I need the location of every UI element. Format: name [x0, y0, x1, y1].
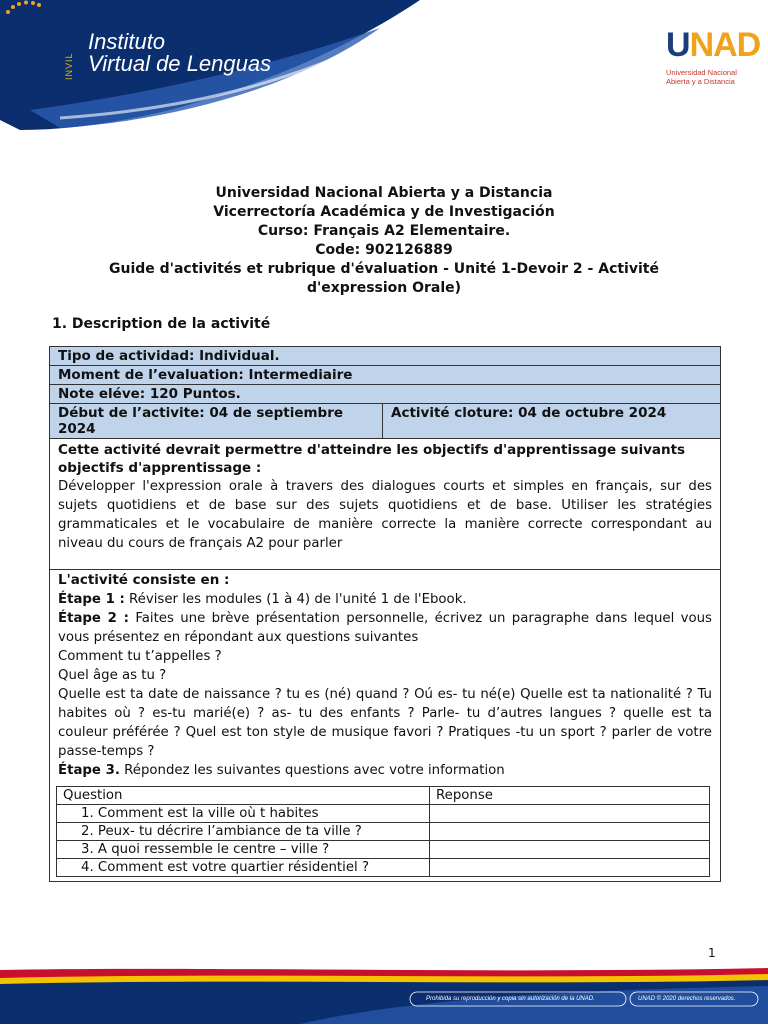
activity-type-row: Tipo de actividad: Individual.: [50, 347, 720, 366]
title-line-6: d'expression Orale): [306, 280, 462, 296]
unad-subtitle-line1: Universidad Nacional: [666, 68, 737, 77]
title-line-2: Vicerrectoría Académica y de Investigación: [213, 204, 555, 220]
page-number: 1: [708, 946, 716, 960]
dates-row: [50, 404, 720, 439]
document-title: [60, 184, 708, 298]
questions-table-header: [57, 787, 710, 805]
table-row: [57, 823, 710, 841]
question-cell: 3. A quoi ressemble le centre – ville ?: [57, 841, 430, 859]
question-cell: 1. Comment est la ville où t habites: [57, 805, 430, 823]
institute-name-line1: Instituto: [88, 29, 166, 54]
unad-wordmark: UNAD: [666, 26, 761, 64]
start-date-line1: Début de l’activite: 04 de septiembre: [58, 405, 344, 421]
answer-cell[interactable]: [430, 859, 710, 877]
question-line-2: Quel âge as tu ?: [58, 668, 167, 683]
step-1: Étape 1 : Réviser les modules (1 à 4) de l'unité 1 de l'Ebook.: [58, 592, 467, 607]
table-row: [57, 859, 710, 877]
objectives-row: [50, 439, 720, 570]
column-header-question: Question: [57, 787, 430, 805]
title-line-5: Guide d'activités et rubrique d'évaluation - Unité 1-Devoir 2 - Activité: [109, 261, 659, 277]
start-date-cell: [50, 404, 383, 438]
question-cell: 4. Comment est votre quartier résidentiel ?: [57, 859, 430, 877]
activity-row: [50, 570, 720, 780]
unad-logo-icon: [0, 0, 90, 70]
reproduction-notice: Prohibida su reproducción y copia sin autorización de la UNAD.: [426, 996, 595, 1002]
title-line-1: Universidad Nacional Abierta y a Distancia: [215, 185, 553, 201]
question-line-1: Comment tu t’appelles ?: [58, 649, 222, 664]
grade-row: Note eléve: 120 Puntos.: [50, 385, 720, 404]
table-row: [57, 841, 710, 859]
step-3: Étape 3. Répondez les suivantes questions avec votre information: [58, 763, 505, 778]
institute-name-line2: Virtual de Lenguas: [88, 51, 272, 76]
answer-cell[interactable]: [430, 823, 710, 841]
end-date-cell: Activité cloture: 04 de octubre 2024: [391, 405, 667, 421]
footer-banner: [0, 966, 768, 1024]
section-heading: 1. Description de la activité: [52, 316, 271, 332]
evaluation-moment-row: Moment de l’evaluation: Intermediaire: [50, 366, 720, 385]
objectives-text: Développer l'expression orale à travers des dialogues courts et simples en français, sur des sujets quotidiens et de base sur des sujets quotidiens et de base. Utiliser les stratégies grammaticales et le vocabulaire de manière correcte la manière correcte correspondant au niveau du cours de français A2 pour parler: [58, 479, 712, 551]
table-row: [57, 805, 710, 823]
title-line-3: Curso: Français A2 Elementaire.: [257, 223, 511, 239]
question-paragraph: Quelle est ta date de naissance ? tu es (né) quand ? Oú es- tu né(e) Quelle est ta nationalité ? Tu habites où ? es-tu marié(e) ? as- tu des enfants ? Parle- tu d’autres langues ? quelle est ta couleur préférée ? Quel est ton style de musique favori ? Pratiques -tu un sport ? parler de votre passe-temps ?: [58, 687, 712, 759]
answer-cell[interactable]: [430, 841, 710, 859]
start-date-line2: 2024: [58, 421, 96, 437]
activity-heading: L'activité consiste en :: [58, 572, 230, 588]
column-header-reponse: Reponse: [430, 787, 710, 805]
unad-subtitle-line2: Abierta y a Distancia: [666, 77, 735, 86]
questions-table: [56, 786, 710, 877]
step-2: Étape 2 : Faites une brève présentation personnelle, écrivez un paragraphe dans lequel vous vous présentez en répondant aux questions suivantes: [58, 611, 712, 645]
objectives-heading: Cette activité devrait permettre d'atteindre les objectifs d'apprentissage suivants objectifs d'apprentissage :: [58, 442, 686, 476]
page-footer: [0, 966, 768, 1024]
question-cell: 2. Peux- tu décrire l’ambiance de ta ville ?: [57, 823, 430, 841]
copyright-notice: UNAD © 2020 derechos reservados.: [638, 996, 736, 1002]
invil-tag: INVIL: [64, 52, 74, 80]
title-line-4: Code: 902126889: [315, 242, 453, 258]
page-header: [0, 0, 768, 140]
activity-table: [49, 346, 721, 882]
answer-cell[interactable]: [430, 805, 710, 823]
